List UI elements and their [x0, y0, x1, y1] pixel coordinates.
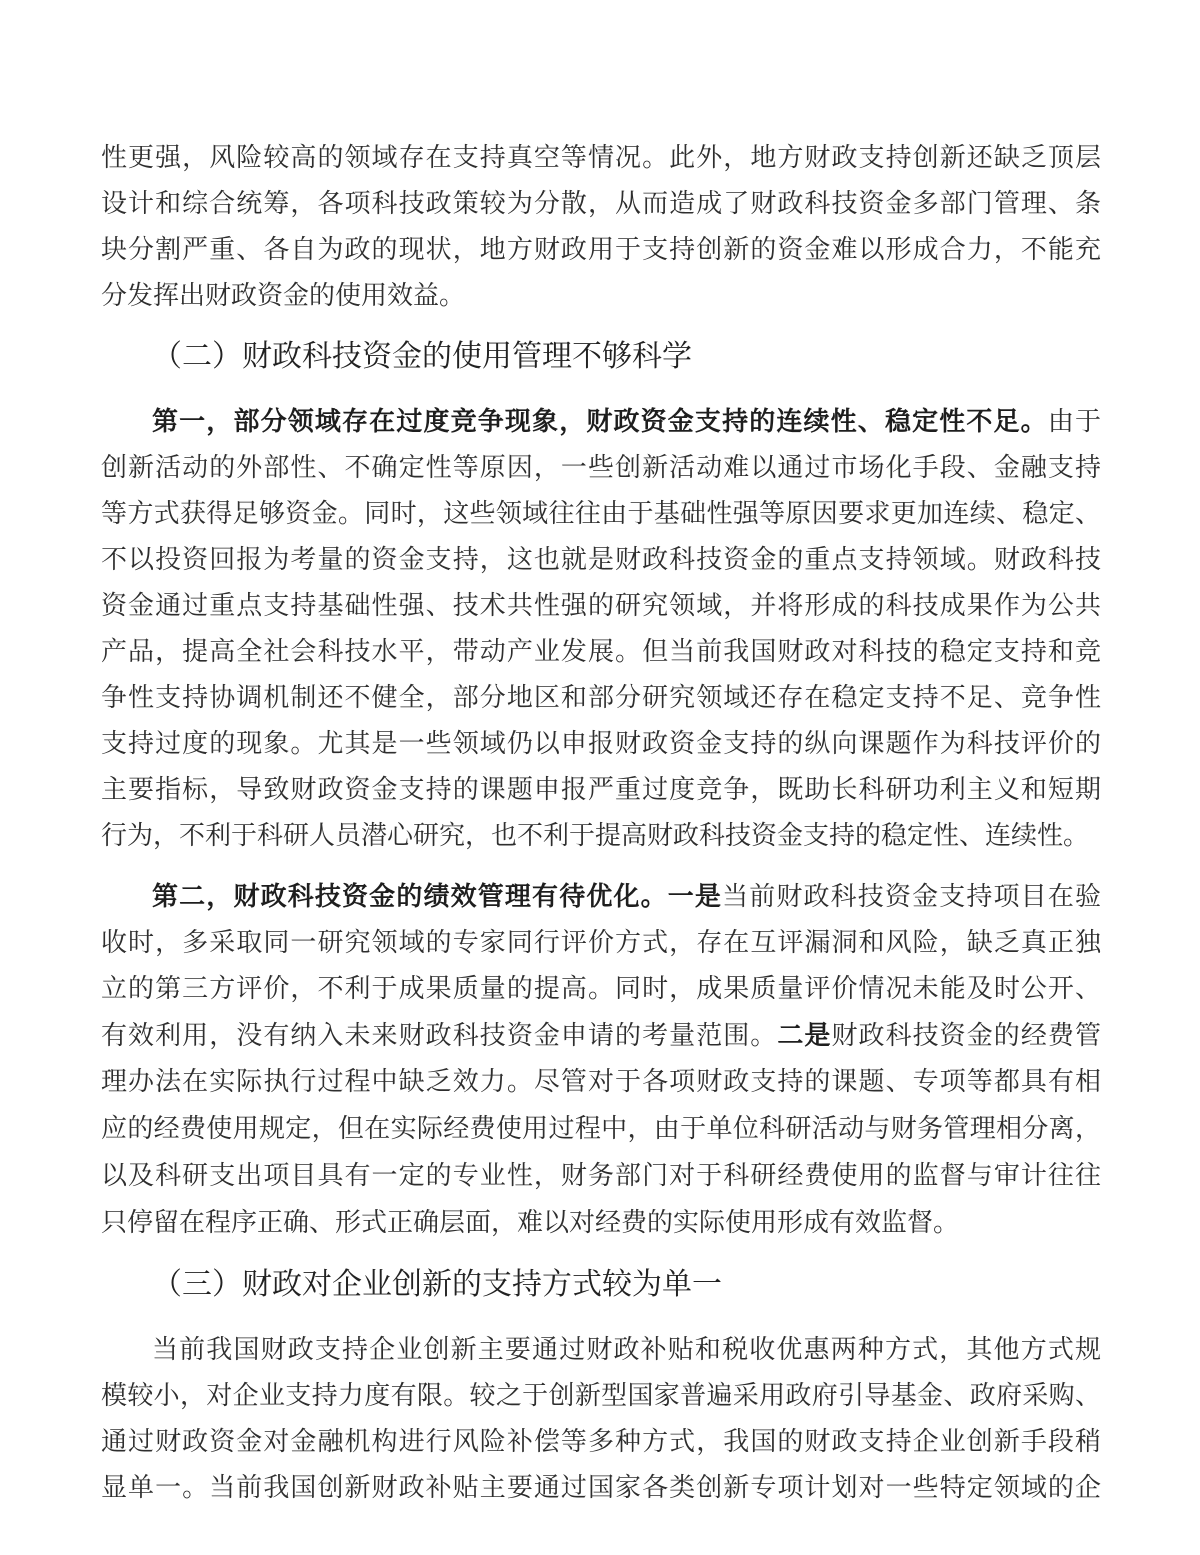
bold-text: 第一，部分领域存在过度竞争现象，财政资金支持的连续性、稳定性不足。 — [152, 407, 1048, 437]
paragraph-line — [152, 1334, 1101, 1366]
body-text: 块分割严重、各自为政的现状，地方财政用于支持创新的资金难以形成合力，不能充 — [101, 235, 1101, 265]
paragraph-line — [101, 927, 1101, 959]
body-text: 由于 — [1047, 407, 1101, 437]
paragraph-line — [152, 881, 1101, 913]
body-text: 收时，多采取同一研究领域的专家同行评价方式，存在互评漏洞和风险，缺乏真正独 — [101, 928, 1101, 958]
paragraph-line — [101, 728, 1101, 760]
paragraph-line — [101, 1020, 1101, 1052]
section-heading: （二）财政科技资金的使用管理不够科学 — [152, 339, 692, 374]
paragraph-line — [152, 406, 1101, 438]
bold-text: 第二，财政科技资金的绩效管理有待优化。一是 — [152, 882, 723, 912]
paragraph-line — [101, 1113, 1101, 1145]
body-text: 模较小，对企业支持力度有限。较之于创新型国家普遍采用政府引导基金、政府采购、 — [101, 1381, 1101, 1411]
paragraph-line — [101, 452, 1101, 484]
paragraph-line — [101, 188, 1101, 220]
body-text: 设计和综合统筹，各项科技政策较为分散，从而造成了财政科技资金多部门管理、条 — [101, 189, 1101, 219]
paragraph-line — [101, 682, 1101, 714]
paragraph-line — [101, 234, 1101, 266]
body-text: 性更强，风险较高的领域存在支持真空等情况。此外，地方财政支持创新还缺乏顶层 — [101, 143, 1101, 173]
body-text: 财政科技资金的经费管 — [831, 1021, 1101, 1051]
body-text: 当前财政科技资金支持项目在验 — [722, 882, 1101, 912]
paragraph-line — [101, 1066, 1101, 1098]
paragraph-line — [101, 1160, 1101, 1192]
body-text: 立的第三方评价，不利于成果质量的提高。同时，成果质量评价情况未能及时公开、 — [101, 974, 1101, 1004]
paragraph-line — [101, 544, 1101, 576]
body-text: 行为，不利于科研人员潜心研究，也不利于提高财政科技资金支持的稳定性、连续性。 — [101, 821, 1090, 851]
paragraph-line — [101, 1207, 1101, 1239]
paragraph-line — [101, 142, 1101, 174]
paragraph-line — [101, 590, 1101, 622]
body-text: 支持过度的现象。尤其是一些领域仍以申报财政资金支持的纵向课题作为科技评价的 — [101, 729, 1101, 759]
paragraph-line — [101, 1426, 1101, 1458]
paragraph-line — [101, 498, 1101, 530]
paragraph-line — [101, 774, 1101, 806]
body-text: 资金通过重点支持基础性强、技术共性强的研究领域，并将形成的科技成果作为公共 — [101, 591, 1101, 621]
paragraph-line — [101, 1472, 1101, 1504]
body-text: 通过财政资金对金融机构进行风险补偿等多种方式，我国的财政支持企业创新手段稍 — [101, 1427, 1101, 1457]
body-text: 产品，提高全社会科技水平，带动产业发展。但当前我国财政对科技的稳定支持和竞 — [101, 637, 1101, 667]
paragraph-line — [101, 973, 1101, 1005]
body-text: 分发挥出财政资金的使用效益。 — [101, 281, 466, 311]
bold-text: 二是 — [777, 1021, 832, 1051]
paragraph-line — [101, 636, 1101, 668]
body-text: 等方式获得足够资金。同时，这些领域往往由于基础性强等原因要求更加连续、稳定、 — [101, 499, 1101, 529]
body-text: 争性支持协调机制还不健全，部分地区和部分研究领域还存在稳定支持不足、竞争性 — [101, 683, 1101, 713]
body-text: 以及科研支出项目具有一定的专业性，财务部门对于科研经费使用的监督与审计往往 — [101, 1161, 1101, 1191]
body-text: 不以投资回报为考量的资金支持，这也就是财政科技资金的重点支持领域。财政科技 — [101, 545, 1101, 575]
body-text: 应的经费使用规定，但在实际经费使用过程中，由于单位科研活动与财务管理相分离， — [101, 1114, 1101, 1144]
body-text: 有效利用，没有纳入未来财政科技资金申请的考量范围。 — [101, 1021, 778, 1051]
body-text: 理办法在实际执行过程中缺乏效力。尽管对于各项财政支持的课题、专项等都具有相 — [101, 1067, 1101, 1097]
body-text: 显单一。当前我国创新财政补贴主要通过国家各类创新专项计划对一些特定领域的企 — [101, 1473, 1101, 1503]
section-heading: （三）财政对企业创新的支持方式较为单一 — [152, 1267, 722, 1302]
body-text: 只停留在程序正确、形式正确层面，难以对经费的实际使用形成有效监督。 — [101, 1208, 960, 1238]
body-text: 当前我国财政支持企业创新主要通过财政补贴和税收优惠两种方式，其他方式规 — [152, 1335, 1101, 1365]
paragraph-line — [101, 1380, 1101, 1412]
paragraph-line — [101, 820, 1101, 852]
body-text: 主要指标，导致财政资金支持的课题申报严重过度竞争，既助长科研功利主义和短期 — [101, 775, 1101, 805]
body-text: 创新活动的外部性、不确定性等原因，一些创新活动难以通过市场化手段、金融支持 — [101, 453, 1101, 483]
paragraph-line — [101, 280, 1101, 312]
